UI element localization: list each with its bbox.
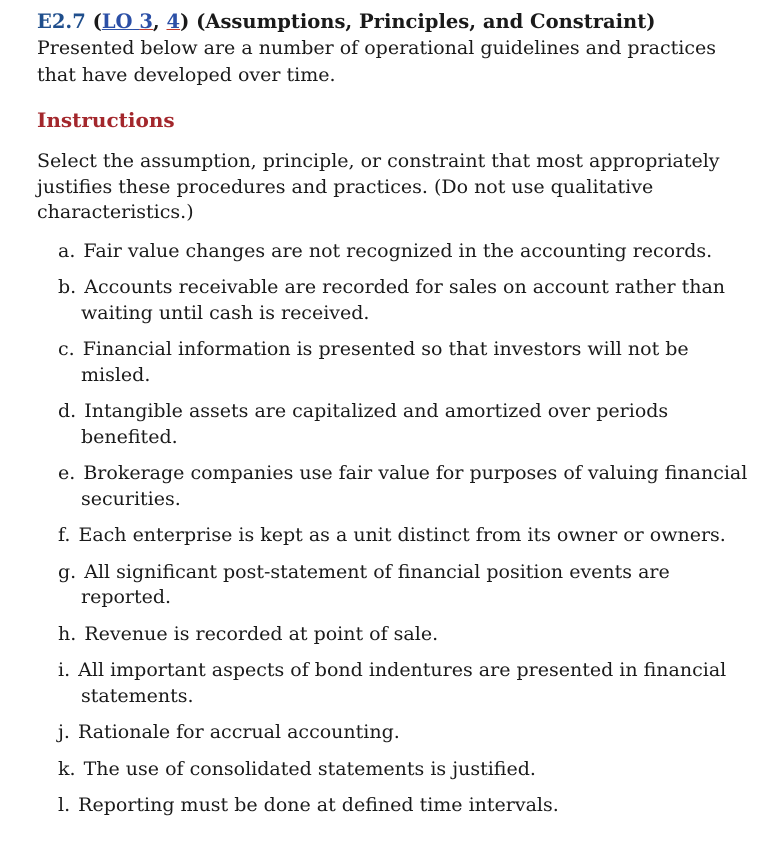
list-item [58, 399, 752, 450]
exercise-topic: (Assumptions, Principles, and Constraint) [196, 10, 656, 33]
lo-link[interactable] [102, 10, 153, 33]
list-item [58, 757, 752, 783]
list-item [58, 461, 752, 512]
item-text: Fair value changes are not recognized in the accounting records. [83, 239, 713, 262]
item-letter: f. [58, 524, 71, 546]
item-letter: c. [58, 338, 75, 360]
item-letter: d. [58, 400, 77, 422]
lo-reference: (LO 3, 4) [92, 10, 190, 33]
lo-prefix: LO [101, 10, 133, 33]
item-text: The use of consolidated statements is justified. [83, 757, 536, 780]
item-text: Revenue is recorded at point of sale. [84, 622, 439, 645]
list-item [58, 239, 752, 265]
item-letter: i. [58, 659, 71, 681]
item-letter: h. [58, 622, 77, 645]
item-text: Rationale for accrual accounting. [77, 721, 400, 743]
exercise-number: E2.7 [37, 10, 86, 33]
item-text: All important aspects of bond indentures are presented in financial statements. [78, 659, 727, 707]
practice-list [37, 239, 752, 819]
list-item [58, 560, 752, 611]
list-item [58, 275, 752, 326]
item-text: Financial information is presented so that investors will not be misled. [81, 338, 689, 386]
item-letter: k. [58, 757, 76, 780]
item-letter: a. [58, 239, 76, 262]
item-letter: g. [58, 560, 77, 583]
item-text: Each enterprise is kept as a unit distinct from its owner or owners. [78, 524, 726, 546]
exercise-heading [37, 8, 752, 35]
item-letter: b. [58, 276, 77, 298]
item-letter: j. [58, 721, 70, 743]
list-item [58, 523, 752, 549]
instructions-text: Select the assumption, principle, or constraint that most appropriately justifies these procedures and practices. (Do not use qualitative characteristics.) [37, 150, 720, 223]
list-item [58, 720, 752, 746]
list-item [58, 793, 752, 819]
item-letter: e. [58, 462, 76, 484]
item-text: Intangible assets are capitalized and amortized over periods benefited. [81, 400, 669, 448]
item-text: Reporting must be done at defined time intervals. [78, 794, 559, 816]
list-item [58, 337, 752, 388]
list-item [58, 658, 752, 709]
instructions-heading: Instructions [37, 108, 175, 132]
lo-separator: , [152, 10, 167, 33]
intro-text: Presented below are a number of operational guidelines and practices that have developed over time. [37, 37, 716, 86]
lo-number-1: 3 [139, 10, 153, 33]
list-item [58, 622, 752, 648]
item-text: Brokerage companies use fair value for purposes of valuing financial securities. [81, 462, 748, 510]
lo-number-2[interactable]: 4 [166, 10, 181, 33]
item-letter: l. [58, 794, 71, 816]
item-text: All significant post-statement of financial position events are reported. [81, 560, 670, 608]
item-text: Accounts receivable are recorded for sales on account rather than waiting until cash is received. [81, 276, 726, 324]
